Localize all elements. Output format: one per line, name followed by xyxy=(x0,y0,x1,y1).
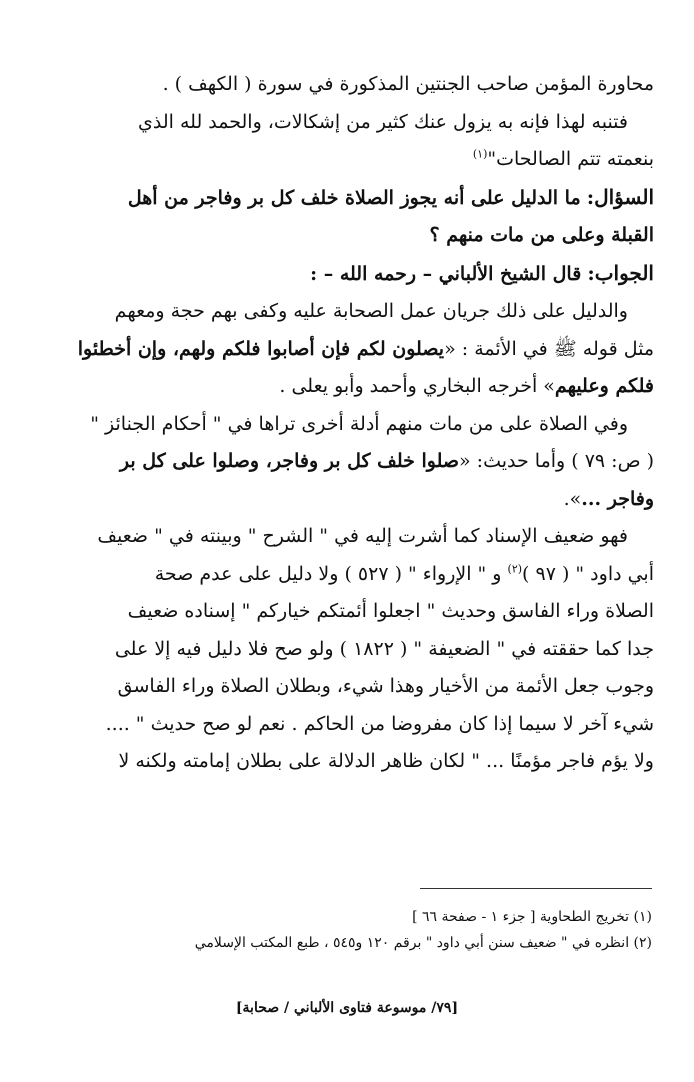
text-line xyxy=(60,293,654,331)
text-segment: » أخرجه البخاري وأحمد وأبو يعلى . xyxy=(279,375,555,397)
text-segment: محاورة المؤمن صاحب الجنتين المذكورة في سورة ( الكهف ) . xyxy=(162,73,654,95)
text-segment: بنعمته تتم الصالحات" xyxy=(487,148,654,170)
text-segment: أبي داود " ( ٩٧ ) xyxy=(522,562,654,585)
text-line xyxy=(60,104,654,142)
text-segment: ولا يؤم فاجر مؤمنًا ... " لكان ظاهر الدلالة على بطلان إمامته ولكنه لا xyxy=(118,750,654,772)
text-segment: و " الإرواء " ( ٥٢٧ ) ولا دليل على عدم صحة xyxy=(154,562,508,585)
text-line xyxy=(60,668,654,706)
hadith-text: فلكم وعليهم xyxy=(554,375,654,397)
hadith-text: يصلون لكم فإن أصابوا فلكم ولهم، وإن أخطئوا xyxy=(77,337,445,360)
text-line xyxy=(60,556,654,594)
text-line xyxy=(60,443,654,481)
text-segment: فتنبه لهذا فإنه به يزول عنك كثير من إشكالات، والحمد لله الذي xyxy=(138,110,628,133)
text-line xyxy=(60,743,654,781)
footnote-1: (١) تخريج الطحاوية [ جزء ١ - صفحة ٦٦ ] xyxy=(412,909,652,925)
text-line xyxy=(60,593,654,631)
footnote-ref[interactable]: (١) xyxy=(472,147,488,161)
footnotes xyxy=(60,904,652,956)
page-footer: [٧٩/ موسوعة فتاوى الألباني / صحابة] xyxy=(235,1000,459,1016)
text-line xyxy=(60,706,654,744)
text-line xyxy=(60,481,654,519)
text-segment: وفي الصلاة على من مات منهم أدلة أخرى تراها في " أحكام الجنائز " xyxy=(90,412,628,435)
footnote-ref[interactable]: (٢) xyxy=(507,562,523,576)
text-segment: جدا كما حققته في " الضعيفة " ( ١٨٢٢ ) ولو صح فلا دليل فيه إلا على xyxy=(114,637,654,660)
hadith-text: صلوا خلف كل بر وفاجر، وصلوا على كل بر xyxy=(119,450,460,472)
footnote-2: (٢) انظره في " ضعيف سنن أبي داود " برقم ١٢٠ و٥٤٥ ، طبع المكتب الإسلامي xyxy=(194,935,652,951)
text-segment: مثل قوله ﷺ في الأئمة : « xyxy=(444,337,654,360)
text-line xyxy=(60,631,654,669)
text-segment: ». xyxy=(563,487,582,510)
footnote-divider xyxy=(420,888,652,889)
text-segment: فهو ضعيف الإسناد كما أشرت إليه في " الشرح " وبينته في " ضعيف xyxy=(97,525,628,547)
text-line xyxy=(60,66,654,104)
text-segment: ( ص: ٧٩ ) وأما حديث: « xyxy=(459,450,654,472)
text-segment: والدليل على ذلك جريان عمل الصحابة عليه وكفى بهم حجة ومعهم xyxy=(114,300,628,322)
text-line xyxy=(60,518,654,556)
question-text: القبلة وعلى من مات منهم ؟ xyxy=(429,224,654,246)
question-line xyxy=(60,179,654,218)
text-segment: وجوب جعل الأئمة من الأخيار وهذا شيء، وبطلان الصلاة وراء الفاسق xyxy=(117,675,654,697)
body-text xyxy=(60,66,654,781)
question-label: السؤال: xyxy=(586,184,654,209)
text-line xyxy=(60,331,654,369)
text-line xyxy=(60,368,654,406)
answer-text: قال الشيخ الألباني – رحمه الله – : xyxy=(310,262,582,285)
answer-line xyxy=(60,255,654,294)
text-line xyxy=(60,141,654,179)
answer-label: الجواب: xyxy=(587,260,654,285)
hadith-text: وفاجر ... xyxy=(581,487,654,510)
question-text: ما الدليل على أنه يجوز الصلاة خلف كل بر وفاجر من أهل xyxy=(127,186,581,209)
text-segment: شيء آخر لا سيما إذا كان مفروضا من الحاكم . نعم لو صح حديث " .... xyxy=(105,712,654,735)
question-line xyxy=(60,217,654,255)
text-line xyxy=(60,406,654,444)
text-segment: الصلاة وراء الفاسق وحديث " اجعلوا أئمتكم خياركم " إسناده ضعيف xyxy=(127,600,654,622)
